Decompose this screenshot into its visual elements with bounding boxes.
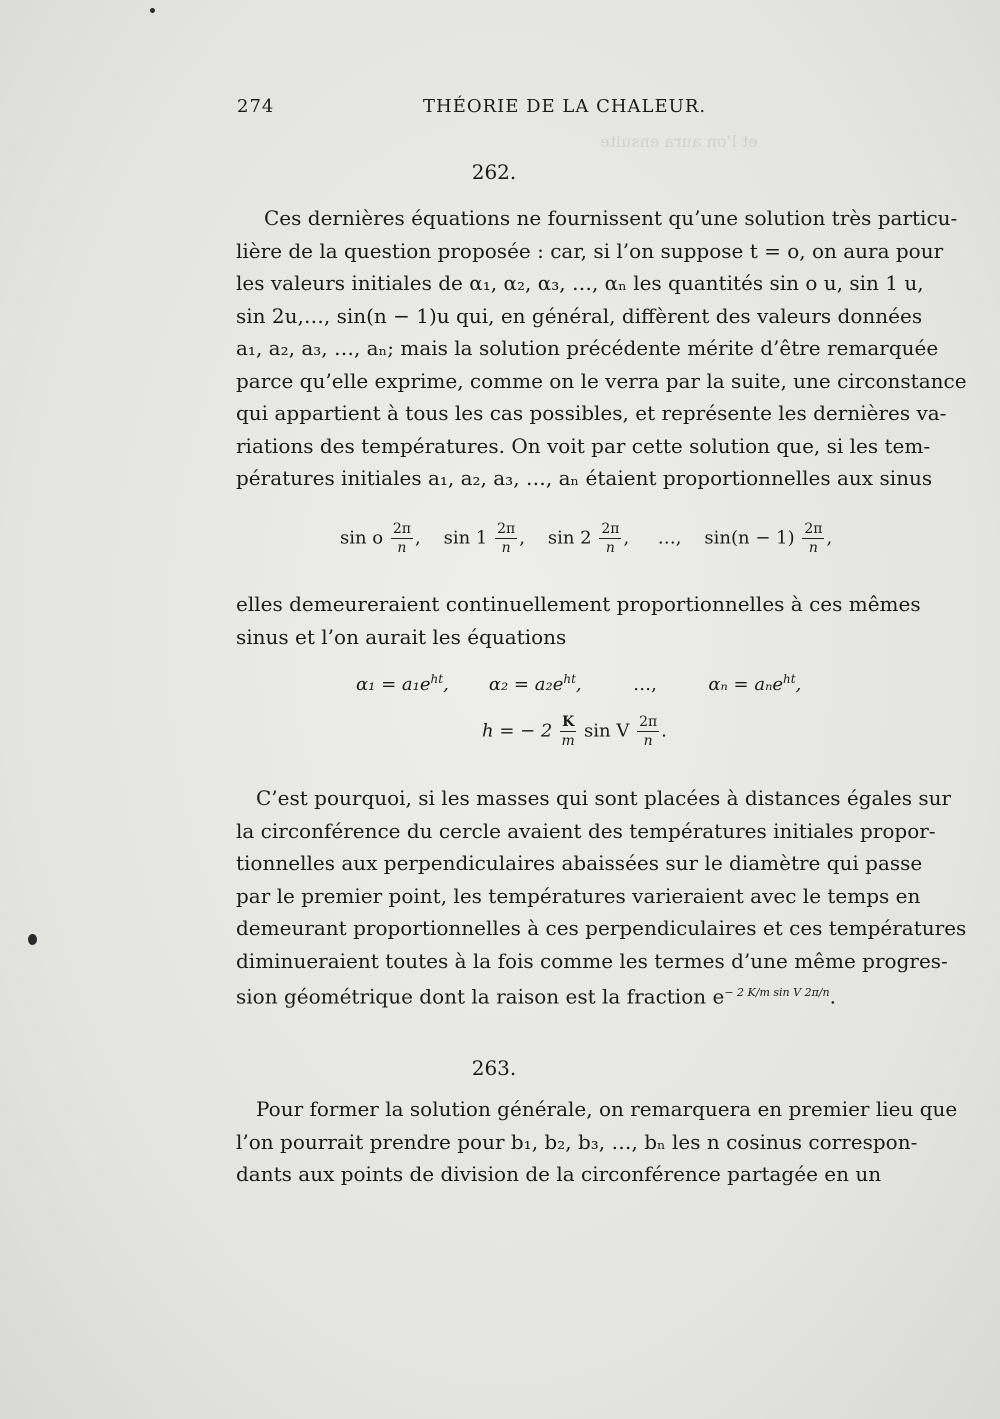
paragraph-262-1 (236, 202, 967, 495)
text-line: tionnelles aux perpendiculaires abaissées sur le diamètre qui passe (236, 851, 923, 875)
text-line: la circonférence du cercle avaient des températures initiales propor- (236, 818, 936, 843)
h-lhs: h = − 2 (482, 720, 553, 742)
text-line: sinus et l’on aurait les équations (236, 624, 567, 649)
text-line: Pour former la solution générale, on remarquera en premier lieu que (256, 1097, 958, 1121)
sine-term: sin V (584, 720, 630, 742)
exponent: − 2 K/m sin V 2π/n (724, 986, 830, 999)
text-line: C’est pourquoi, si les masses qui sont placées à distances égales sur (256, 786, 952, 810)
text-line: demeurant proportionnelles à ces perpendiculaires et ces températures (236, 916, 967, 940)
sine-term: sin o (340, 527, 384, 549)
paragraph-263-1 (236, 1093, 958, 1191)
page-number: 274 (237, 96, 275, 117)
text-line: par le premier point, les températures varieraient avec le temps en (236, 883, 921, 908)
running-title: THÉORIE DE LA CHALEUR. (423, 96, 707, 117)
ink-speck (150, 8, 155, 13)
text-line: diminueraient toutes à la fois comme les termes d’une même progres- (236, 948, 948, 973)
text-line: qui appartient à tous les cas possibles, et représente les dernières va- (236, 401, 947, 425)
text-line: sion géométrique dont la raison est la fraction $e^{- 2 K/m sin V 2\pi/n}$. (236, 984, 836, 1009)
fraction: $\frac{2\pi}{n}$ (601, 521, 620, 556)
text-line: riations des températures. On voit par cette solution que, si les tem- (236, 433, 931, 458)
text-line: Ces dernières équations ne fournissent qu’une solution très particu- (264, 206, 958, 230)
text-line: pératures initiales a₁, a₂, a₃, …, aₙ étaient proportionnelles aux sinus (236, 466, 933, 490)
fraction: $\frac{2\pi}{n}$ (497, 521, 516, 556)
ink-speck (28, 934, 37, 945)
ellipsis: …, (633, 674, 657, 695)
text-line: lière de la question proposée : car, si l’on suppose t = o, on aura pour (236, 238, 944, 263)
text-line: sin 2u,…, sin(n − 1)u qui, en général, diffèrent des valeurs données (236, 303, 923, 328)
h-equation: h = − 2 $\frac{K}{m}$ sin V $\frac{2\pi}{n}$ . (482, 714, 667, 749)
sine-term: sin 2 (547, 527, 592, 549)
ellipsis: …, (657, 527, 682, 549)
fraction: $\frac{K}{m}$ (561, 714, 575, 749)
text-line: elles demeureraient continuellement proportionnelles à ces mêmes (236, 592, 921, 616)
sine-term: sin(n − 1) (704, 527, 795, 549)
paragraph-262-3 (236, 782, 967, 1010)
paragraph-262-2 (236, 588, 921, 653)
sine-term: sin 1 (443, 527, 488, 549)
fraction: $\frac{2\pi}{n}$ (804, 521, 823, 556)
fraction: $\frac{2\pi}{n}$ (639, 714, 658, 749)
text-line: les valeurs initiales de α₁, α₂, α₃, …, αₙ les quantités sin o u, sin 1 u, (236, 271, 924, 295)
fraction: $\frac{2\pi}{n}$ (392, 521, 411, 556)
text-line: l’on pourrait prendre pour b₁, b₂, b₃, …, bₙ les n cosinus correspon- (236, 1129, 918, 1154)
bleed-through-text: et l’on aura ensuite (600, 132, 758, 151)
equation: α₁ = a₁e (356, 674, 431, 695)
text-line: dants aux points de division de la circonférence partagée en un (236, 1162, 882, 1186)
text-line: parce qu’elle exprime, comme on le verra par la suite, une circonstance (236, 368, 967, 393)
equation: αₙ = aₙe (708, 674, 784, 695)
running-header (237, 96, 917, 126)
section-number-263: 263. (471, 1056, 517, 1080)
equation: α₂ = a₂e (488, 674, 564, 695)
text-line: a₁, a₂, a₃, …, aₙ; mais la solution précédente mérite d’être remarquée (236, 336, 939, 360)
section-number-262: 262. (471, 160, 517, 184)
sine-display-equation: sin o $\frac{2\pi}{n}$ , sin 1 $\frac{2\pi}{n}$ , sin 2 $\frac{2\pi}{n}$ , …, sin(n − 1) $\frac{2\pi}{n}$ , (340, 521, 833, 556)
alpha-equations: $\alpha_1 = a_1e^{ht}$, $\alpha_2 = a_2e^{ht}$, …, αₙ = aₙe$^{ht}$, (356, 672, 802, 695)
